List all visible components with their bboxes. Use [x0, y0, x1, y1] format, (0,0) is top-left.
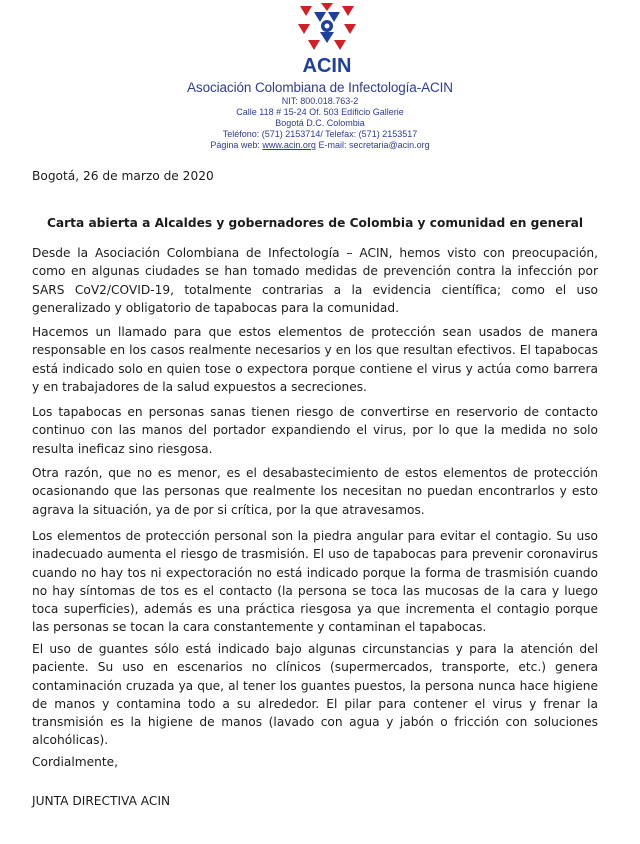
- nit-line: NIT: 800.018.763-2: [281, 96, 359, 106]
- organization-name: Asociación Colombiana de Infectología-ACIN: [187, 80, 453, 95]
- paragraph: Los tapabocas en personas sanas tienen riesgo de convertirse en reservorio de contacto continuo con las manos del portador expandiendo el virus, por lo que la medida no solo resulta ineficaz sino riesgosa.: [32, 405, 598, 456]
- letter-date: Bogotá, 26 de marzo de 2020: [32, 169, 214, 183]
- paragraph: Otra razón, que no es menor, es el desabastecimiento de estos elementos de protección ocasionando que las personas que realmente los necesitan no puedan encontrarlos y esto agrava la situación, ya de por si crítica, por la que atravesamos.: [32, 466, 598, 517]
- letter-title: Carta abierta a Alcaldes y gobernadores de Colombia y comunidad en general: [46, 216, 584, 230]
- paragraph: Desde la Asociación Colombiana de Infectología – ACIN, hemos visto con preocupación, como en algunas ciudades se han tomado medidas de prevención contra la infección por SARS CoV2/COVID-19, totalmente contrarias a la evidencia científica; como el uso generalizado y obligatorio de tapabocas para la comunidad.: [32, 246, 598, 315]
- phone-line: Teléfono: (571) 2153714/ Telefax: (571) 2153517: [222, 129, 418, 139]
- contact-line: [120, 140, 520, 151]
- signature: JUNTA DIRECTIVA ACIN: [32, 794, 171, 808]
- paragraph: Hacemos un llamado para que estos elementos de protección sean usados de manera responsable en los casos realmente necesarios y en los que resultan efectivos. El tapabocas está indicado solo en quien tose o expectora porque contiene el virus y actúa como barrera y en trabajadores de la salud expuestos a secreciones.: [32, 325, 598, 394]
- logo-wordmark: ACIN: [302, 55, 352, 76]
- email-label: E-mail:: [318, 140, 347, 150]
- acin-logo-icon: [296, 2, 358, 76]
- email-address[interactable]: secretaria@acin.org: [348, 140, 430, 150]
- city-line: Bogotá D.C. Colombia: [275, 118, 365, 128]
- paragraph: El uso de guantes sólo está indicado bajo algunas circunstancias y para la atención del paciente. Su uso en escenarios no clínicos (supermercados, transporte, etc.) genera contaminación cruzada ya que, al tener los guantes puestos, la persona nunca hace higiene de manos y contamina todo a su alrededor. El pilar para contener el virus y frenar la transmisión es la higiene de manos (lavado con agua y jabón o fricción con soluciones alcohólicas).: [32, 642, 598, 748]
- address-line: Calle 118 # 15-24 Of. 503 Edificio Gallerie: [236, 107, 404, 117]
- closing: Cordialmente,: [32, 755, 118, 769]
- letterhead: [120, 80, 520, 151]
- web-label: Página web:: [210, 140, 260, 150]
- paragraph: Los elementos de protección personal son la piedra angular para evitar el contagio. Su uso inadecuado aumenta el riesgo de trasmisión. El uso de tapabocas para prevenir coronavirus cuando no hay tos ni expectoración no está indicado porque la forma de trasmisión cuando no hay síntomas de tos es el contacto (la persona se toca las mucosas de la cara y luego toca superficies), además es una práctica riesgosa ya que incrementa el contagio porque las personas se tocan la cara constantemente y contaminan el tapabocas.: [32, 529, 598, 635]
- website-link[interactable]: www.acin.org: [262, 140, 316, 150]
